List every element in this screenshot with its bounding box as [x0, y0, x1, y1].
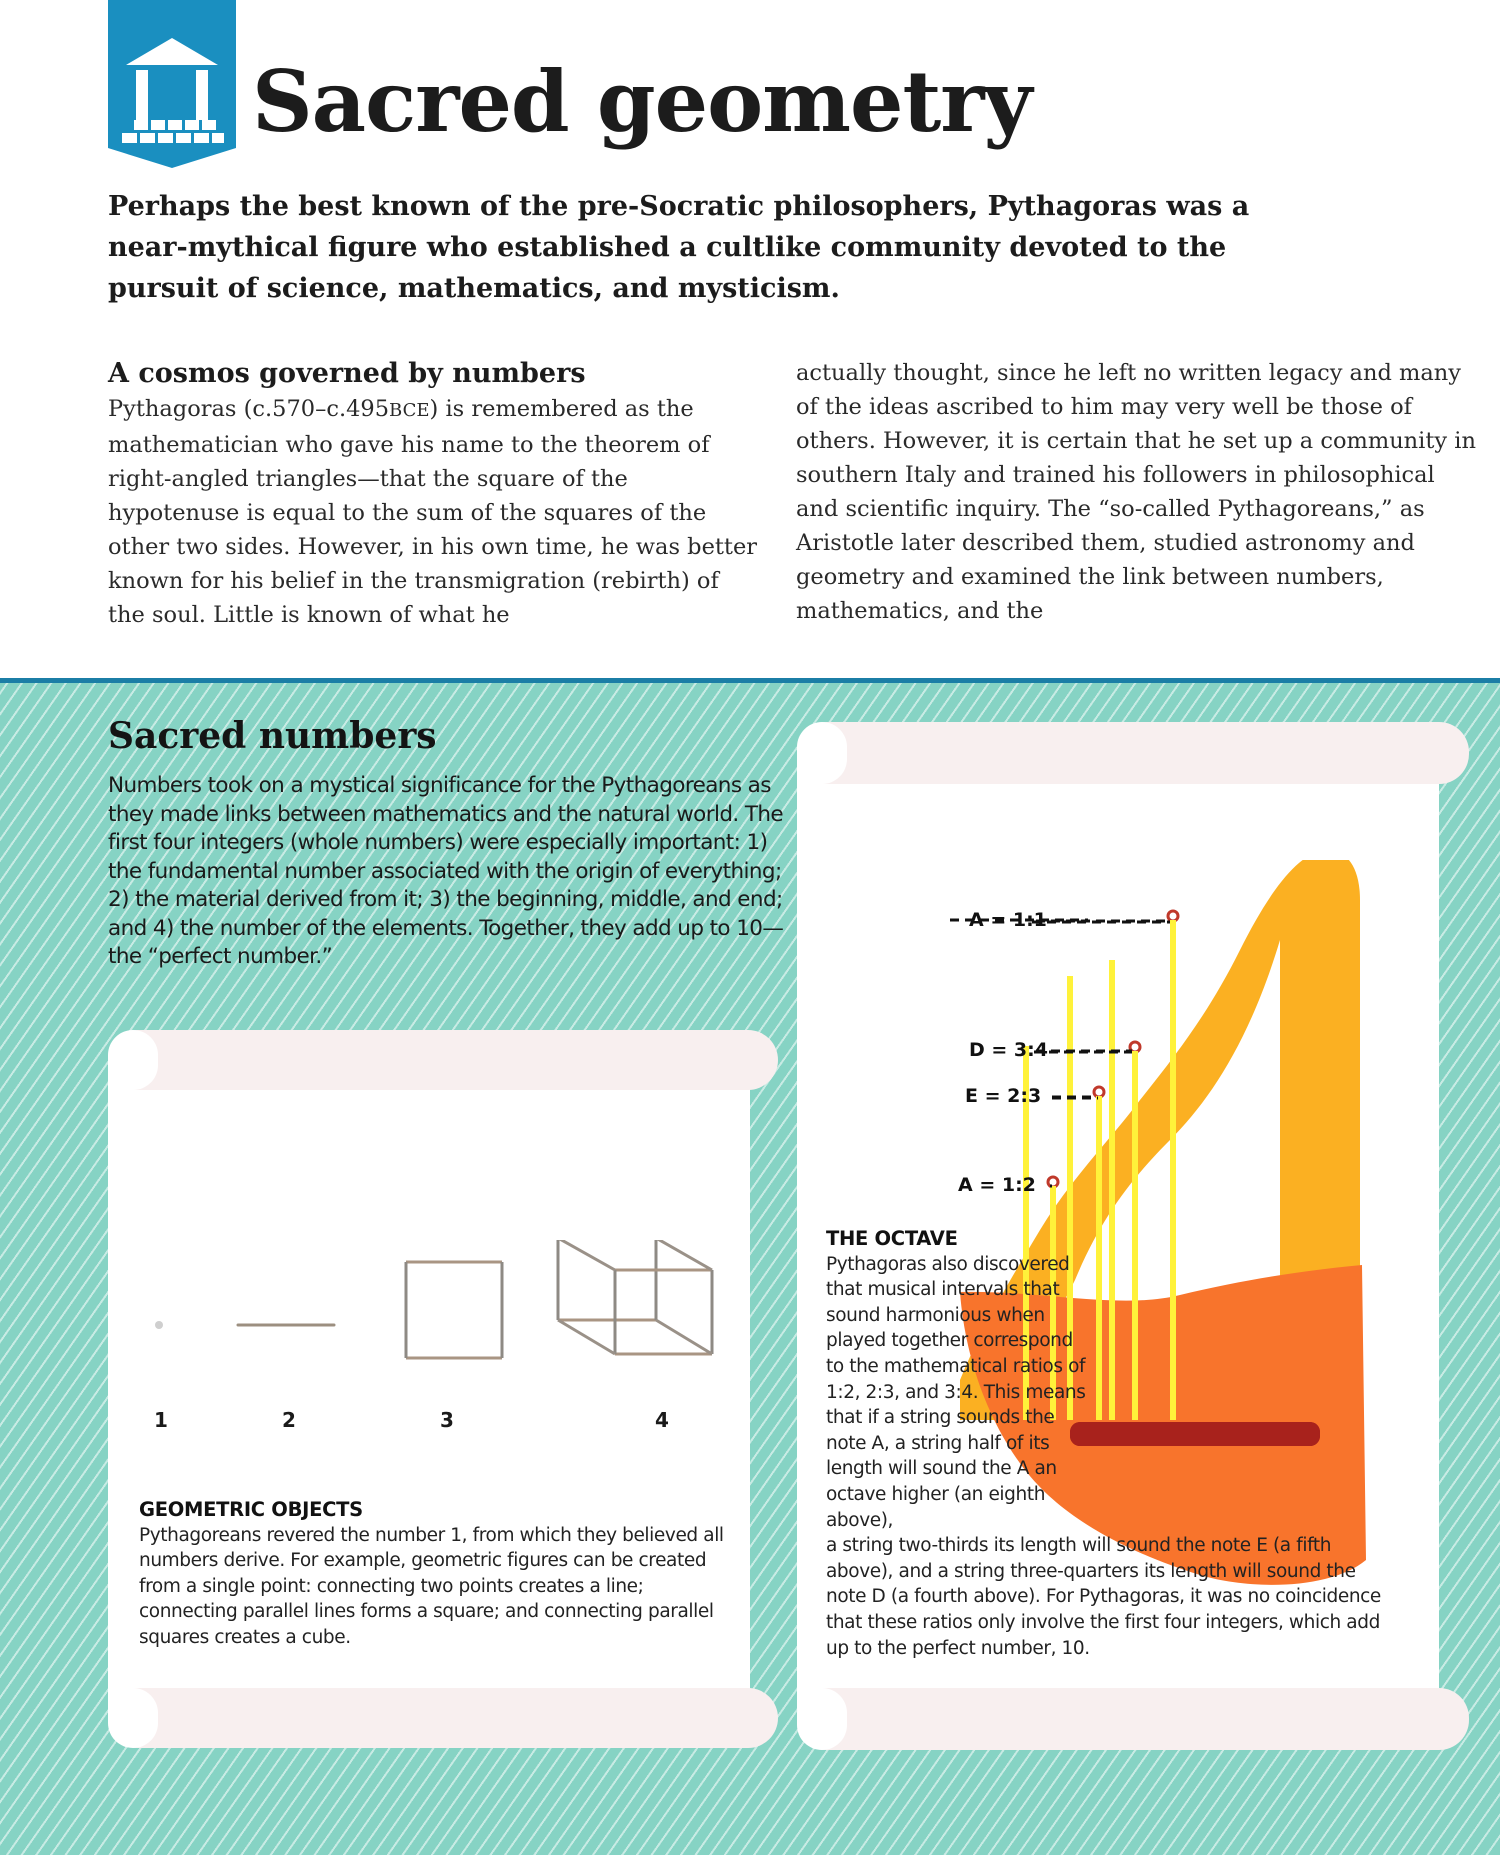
- ratio-label: E = 2:3: [965, 1085, 1042, 1107]
- scroll-roll-top: [108, 1030, 778, 1090]
- octave-caption: [826, 1226, 1386, 1661]
- ratio-label: D = 3:4: [969, 1039, 1048, 1061]
- octave-heading: THE OCTAVE: [826, 1227, 958, 1250]
- geometric-objects-heading: GEOMETRIC OBJECTS: [139, 1498, 363, 1521]
- figure-label-4: 4: [655, 1408, 669, 1432]
- ratio-label: A = 1:2: [958, 1174, 1036, 1196]
- geometric-objects-caption: [139, 1497, 739, 1650]
- octave-body-narrow: Pythagoras also discovered that musical intervals that sound harmonious when played together correspond to the mathematical ratios of 1:2, 2:3, and 3:4. This means that if a string sounds the note A, a string half of its length will sound the A an octave higher (an eighth above),: [826, 1253, 1086, 1531]
- sacred-numbers-heading: Sacred numbers: [108, 715, 437, 757]
- figure-label-1: 1: [154, 1408, 168, 1432]
- figure-label-3: 3: [440, 1408, 454, 1432]
- article-heading: A cosmos governed by numbers: [108, 358, 586, 389]
- page-title: Sacred geometry: [252, 52, 1032, 151]
- square-figure: [406, 1262, 502, 1358]
- scroll-roll-bottom: [797, 1688, 1469, 1750]
- geometric-figures: [140, 1240, 740, 1400]
- temple-shield-icon: [108, 0, 236, 168]
- ratio-row-e-2-3: [965, 1085, 1041, 1107]
- intro-paragraph: Perhaps the best known of the pre-Socratic philosophers, Pythagoras was a near-mythical figure who established a cultlike community devoted to the pursuit of science, mathematics, and mysticism.: [108, 191, 1250, 304]
- octave-body-wide: a string two-thirds its length will sound the note E (a fifth above), and a string three-quarters its length will sound the note D (a fourth above). For Pythagoras, it was no coincidence that these ratios only involve the first four integers, which add up to the perfect number, 10.: [826, 1535, 1381, 1659]
- scroll-roll-top: [797, 722, 1469, 784]
- geometric-objects-body: Pythagoreans revered the number 1, from which they believed all numbers derive. For example, geometric figures can be created from a single point: connecting two points creates a line; connecting parallel lines forms a square; and connecting parallel squares creates a cube.: [139, 1524, 724, 1648]
- figure-label-2: 2: [282, 1408, 296, 1432]
- article-column-left: [108, 356, 758, 632]
- sacred-numbers-body: Numbers took on a mystical significance for the Pythagoreans as they made links between mathematics and the natural world. The first four integers (whole numbers) were especially important: 1) the fundamental number associated with the origin of everything; 2) the material derived from it; 3) the beginning, middle, and end; and 4) the number of the elements. Together, they add up to 10—the “perfect number.”: [108, 773, 784, 969]
- point-figure: [155, 1321, 163, 1329]
- cube-figure: [558, 1240, 712, 1354]
- article-text-right: actually thought, since he left no written legacy and many of the ideas ascribed to him may very well be those of others. However, it is certain that he set up a community in southern Italy and trained his followers in philosophical and scientific inquiry. The “so-called Pythagoreans,” as Aristotle later described them, studied astronomy and geometry and examined the link between numbers, mathematics, and the: [796, 360, 1476, 624]
- article-text-left: Pythagoras (c.570–c.495BCE) is remembered as the mathematician who gave his name to the theorem of right-angled triangles—that the square of the hypotenuse is equal to the sum of the squares of the other two sides. However, in his own time, he was better known for his belief in the transmigration (rebirth) of the soul. Little is known of what he: [108, 396, 758, 628]
- ratio-label: A = 1:1: [969, 909, 1047, 931]
- ratio-row-a-1-1: [969, 909, 1329, 931]
- scroll-roll-cap: [797, 722, 847, 784]
- scroll-roll-cap: [108, 1030, 158, 1090]
- scroll-roll-cap: [108, 1688, 158, 1748]
- era-abbrev: BCE: [389, 400, 430, 421]
- scroll-roll-bottom: [108, 1688, 778, 1748]
- article-column-right: [796, 356, 1476, 628]
- ratio-row-d-3-4: [969, 1039, 1048, 1061]
- ratio-row-a-1-2: [958, 1174, 1036, 1196]
- scroll-roll-cap: [797, 1688, 847, 1750]
